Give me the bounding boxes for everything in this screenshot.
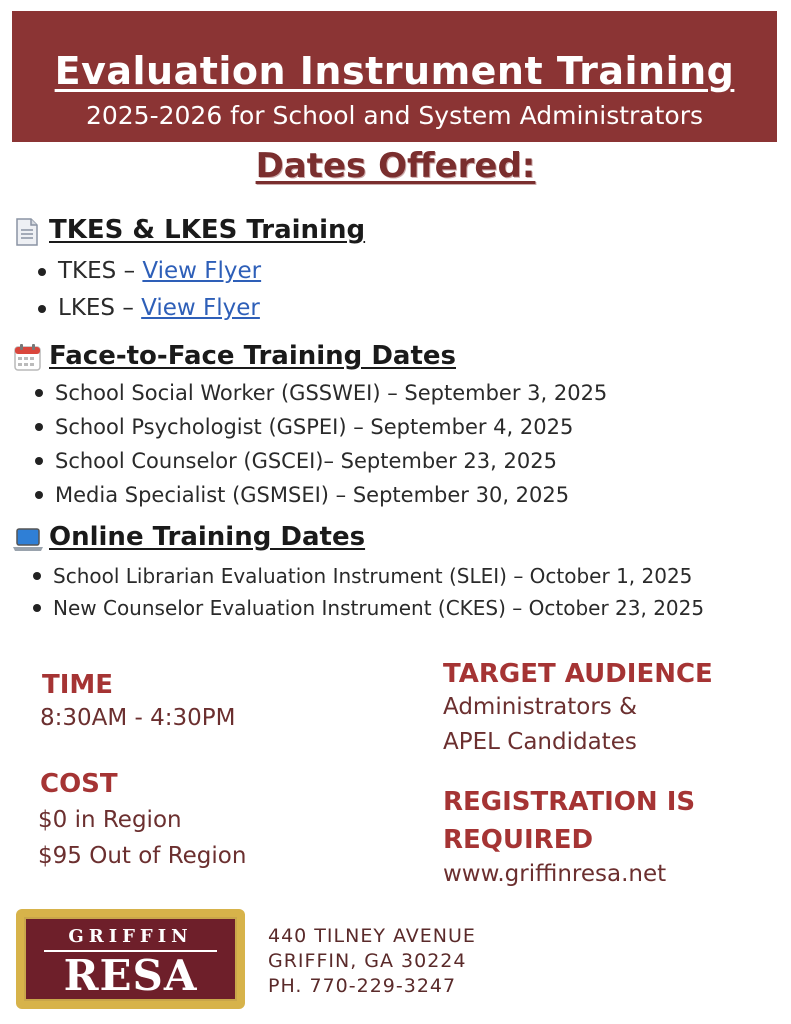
audience-line-1: Administrators & xyxy=(443,694,638,720)
list-item: School Psychologist (GSPEI) – September 4, 2025 xyxy=(55,410,607,444)
time-label: TIME xyxy=(42,670,114,700)
tkes-lkes-list xyxy=(58,253,261,327)
face-to-face-list xyxy=(55,376,607,512)
list-item xyxy=(58,290,261,327)
address-street: 440 TILNEY AVENUE xyxy=(268,925,476,947)
list-item: School Social Worker (GSSWEI) – September 3, 2025 xyxy=(55,376,607,410)
dates-offered-heading: Dates Offered: xyxy=(255,146,536,186)
tkes-label: TKES – xyxy=(58,258,143,284)
registration-line-1: REGISTRATION IS xyxy=(443,787,696,817)
logo-plate xyxy=(24,917,237,1001)
face-to-face-heading: Face-to-Face Training Dates xyxy=(49,341,456,371)
list-item xyxy=(58,253,261,290)
target-audience-label: TARGET AUDIENCE xyxy=(443,659,713,689)
cost-label: COST xyxy=(40,769,118,799)
header-banner xyxy=(12,11,777,142)
laptop-icon xyxy=(12,528,44,552)
tkes-lkes-heading: TKES & LKES Training xyxy=(49,215,366,245)
griffin-resa-logo xyxy=(16,909,245,1009)
address-phone: PH. 770-229-3247 xyxy=(268,975,457,997)
online-heading: Online Training Dates xyxy=(49,522,366,552)
cost-out-of-region: $95 Out of Region xyxy=(38,843,247,869)
registration-line-2: REQUIRED xyxy=(443,825,594,855)
document-icon xyxy=(15,218,39,246)
tkes-view-flyer-link[interactable]: View Flyer xyxy=(142,258,262,284)
calendar-icon xyxy=(14,343,41,371)
cost-in-region: $0 in Region xyxy=(38,807,182,833)
logo-top-text: GRIFFIN xyxy=(68,926,193,947)
audience-line-2: APEL Candidates xyxy=(443,729,637,755)
logo-main-text: RESA xyxy=(63,951,198,1000)
website-link[interactable]: www.griffinresa.net xyxy=(443,861,667,887)
online-list xyxy=(53,560,704,624)
lkes-view-flyer-link[interactable]: View Flyer xyxy=(141,295,260,321)
list-item: School Librarian Evaluation Instrument (SLEI) – October 1, 2025 xyxy=(53,560,704,592)
list-item: School Counselor (GSCEI)– September 23, 2025 xyxy=(55,444,607,478)
list-item: Media Specialist (GSMSEI) – September 30, 2025 xyxy=(55,478,607,512)
page-title: Evaluation Instrument Training xyxy=(54,49,735,93)
time-value: 8:30AM - 4:30PM xyxy=(40,705,236,731)
page-subtitle: 2025-2026 for School and System Administrators xyxy=(85,101,704,130)
list-item: New Counselor Evaluation Instrument (CKES) – October 23, 2025 xyxy=(53,592,704,624)
lkes-label: LKES – xyxy=(58,295,142,321)
address-city: GRIFFIN, GA 30224 xyxy=(268,950,467,972)
